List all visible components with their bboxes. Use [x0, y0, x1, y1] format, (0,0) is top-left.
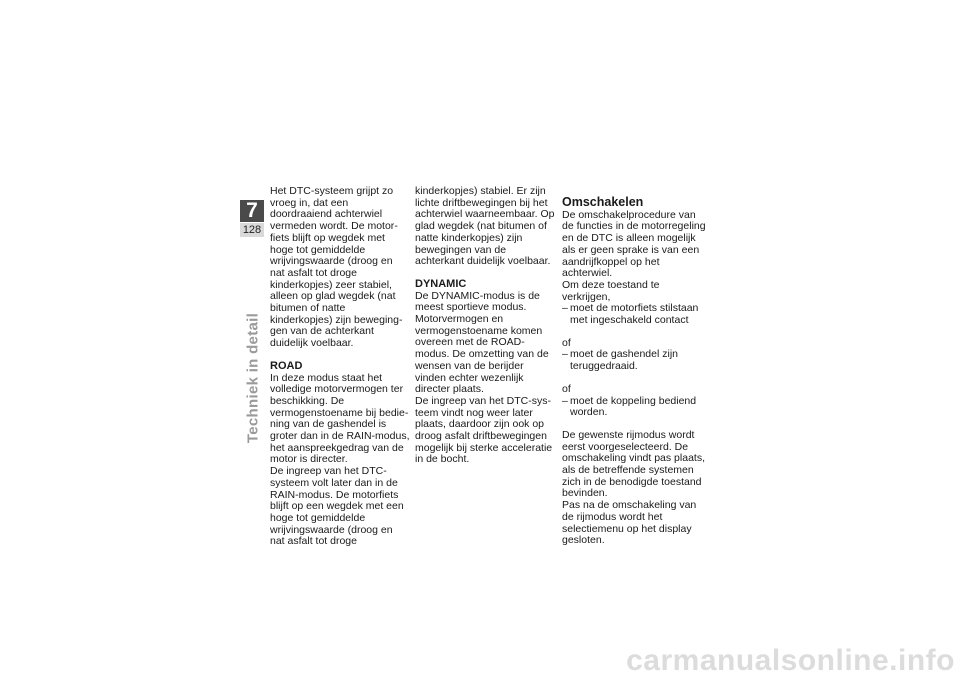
or-text: of [562, 382, 571, 395]
road-heading: ROAD [270, 359, 303, 372]
chapter-tab [240, 200, 264, 238]
paragraph: De DYNAMIC-modus is de meest sportieve modus. Motorvermogen en vermogenstoename komen overeen met de ROAD-modus. De omzetting van de wensen van de berijder vinden echter wezenlijk directer plaats. [415, 289, 549, 396]
paragraph: Het DTC-systeem grijpt zo vroeg in, dat een doordraaiend achterwiel vermeden wordt. De motorfiets blijft op wegdek met hoge tot gemiddelde wrijvingswaarde (droog en nat asfalt tot droge kinderkopjes) zeer stabiel, alleen op glad wegdek (nat bitumen of natte kinderkopjes) zijn beweginggen van de achterkant duidelijk voelbaar. [270, 185, 403, 350]
paragraph: De gewenste rijmodus wordt eerst voorgeselecteerd. De omschakeling vindt pas plaats, als de betreffende systemen zich in de benodigde toestand bevinden. [562, 428, 705, 500]
paragraph: Om deze toestand te verkrijgen, [562, 278, 660, 303]
page-number: 128 [240, 223, 264, 237]
paragraph: De ingreep van het DTC-systeem vindt nog weer later plaats, daardoor zijn ook op droog asfalt driftbewegingen mogelijk bij sterke acceleratie in de bocht. [415, 394, 553, 466]
list-item [562, 396, 706, 419]
list-item-text: moet de koppeling bediend worden. [570, 394, 697, 419]
watermark: carmanualsonline.info [626, 644, 955, 677]
paragraph: kinderkopjes) stabiel. Er zijn lichte driftbewegingen bij het achterwiel waarneembaar. Op glad wegdek (nat bitumen of natte kinderkopjes) zijn bewegingen van de achterkant duidelijk voelbaar. [415, 185, 555, 268]
text-column-1 [270, 186, 410, 548]
paragraph: De ingreep van het DTC-systeem volt later dan in de RAIN-modus. De motorfiets blijft op een wegdek met een hoge tot gemiddelde wrijvingswaarde (droog en nat asfalt tot droge [270, 465, 404, 548]
list-item [562, 303, 706, 326]
or-text: of [562, 336, 571, 349]
list-item [562, 349, 706, 372]
paragraph: In deze modus staat het volledige motorvermogen ter beschikking. De vermogenstoename bij bediening van de gashendel is groter dan in de RAIN-modus, het aanspreekgedrag van de motor is directer. [270, 371, 410, 466]
dash-bullet: – [562, 394, 568, 407]
text-column-3 [562, 197, 706, 547]
dash-bullet: – [562, 302, 568, 315]
dynamic-heading: DYNAMIC [415, 277, 467, 290]
chapter-side-label: Techniek in detail [244, 312, 262, 444]
list-item-text: moet de motorfiets stilstaan met ingeschakeld contact [570, 302, 699, 327]
dash-bullet: – [562, 348, 568, 361]
section-heading: Omschakelen [562, 195, 644, 209]
paragraph: Pas na de omschakeling van de rijmodus wordt het selectiemenu op het display gesloten. [562, 499, 697, 547]
paragraph: De omschakelprocedure van de functies in de motorregeling en de DTC is alleen mogelijk als er geen sprake is van een aandrijfkoppel op het achterwiel. [562, 208, 706, 280]
chapter-number: 7 [240, 200, 264, 222]
list-item-text: moet de gashendel zijn teruggedraaid. [570, 348, 678, 373]
text-column-2 [415, 186, 555, 466]
